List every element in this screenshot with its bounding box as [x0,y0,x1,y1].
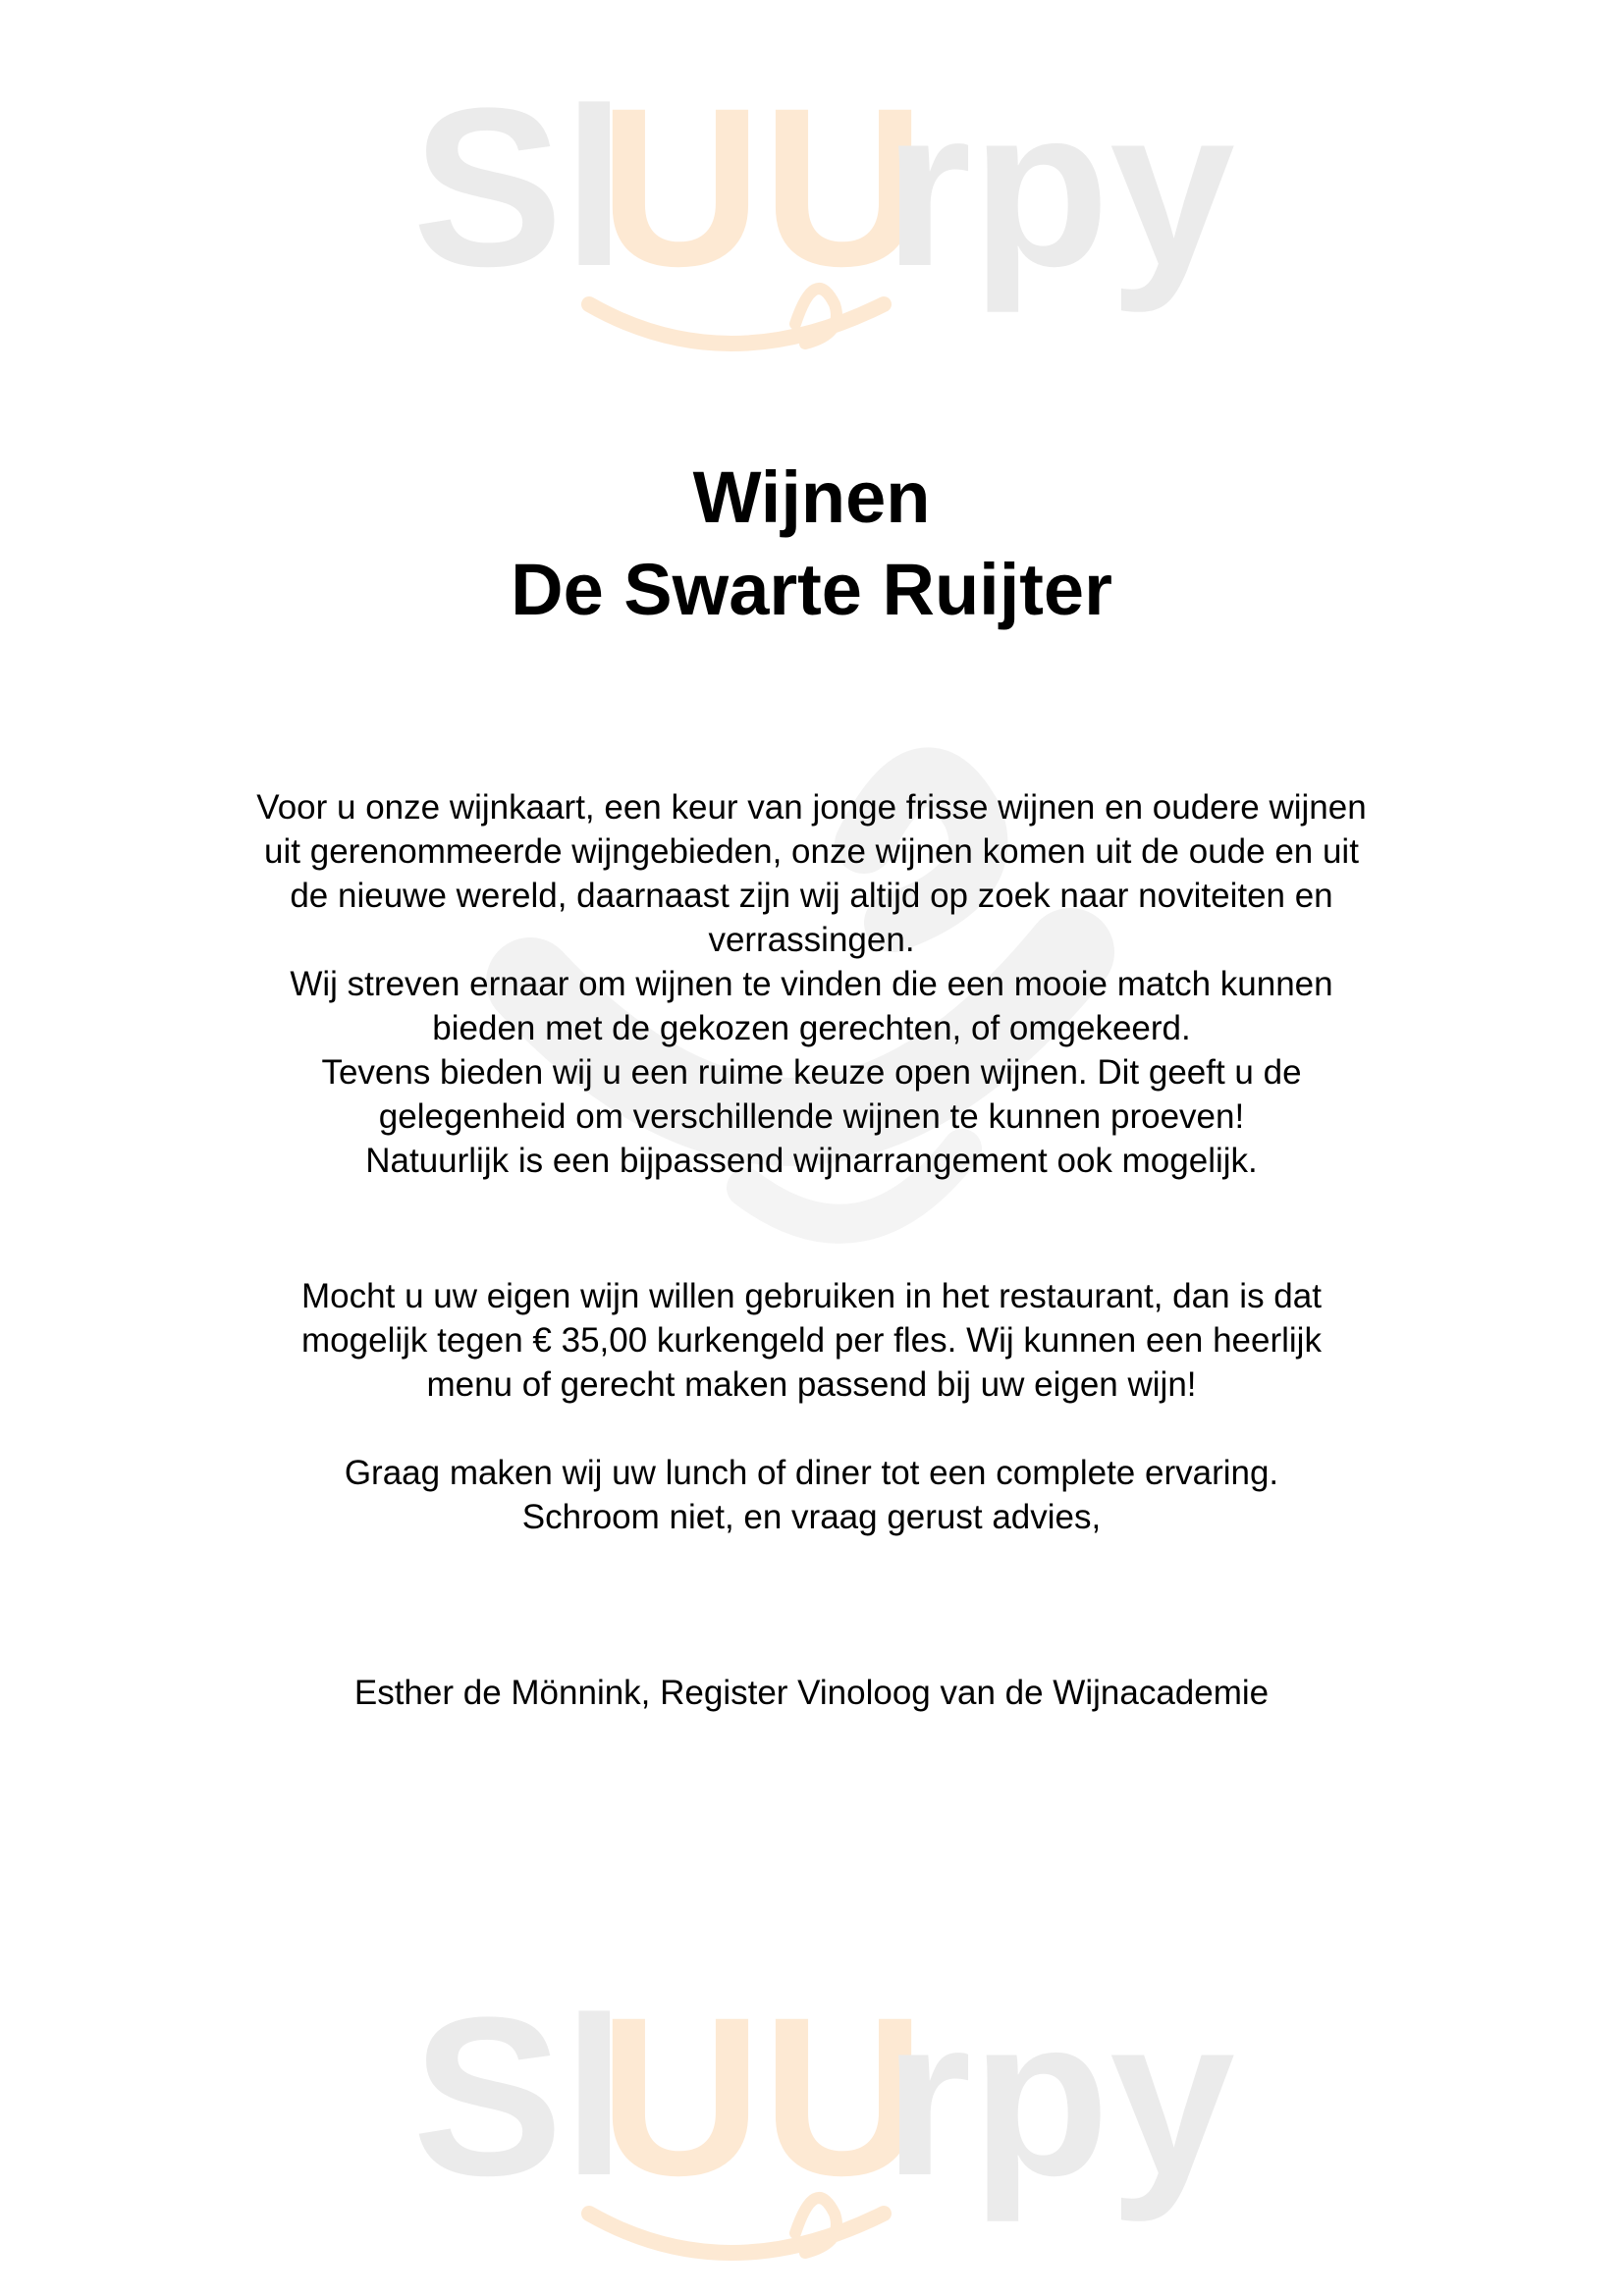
intro-line: verrassingen. [708,921,915,959]
intro-line: bieden met de gekozen gerechten, of omgekeerd. [432,1009,1191,1047]
signature-line: Esther de Mönnink, Register Vinoloog van de Wijnacademie [353,1674,1270,1712]
intro-line: Natuurlijk is een bijpassend wijnarrangement ook mogelijk. [365,1142,1258,1180]
intro-paragraph [147,785,1476,1183]
intro-line: Wij streven ernaar om wijnen te vinden die een mooie match kunnen [290,965,1333,1003]
closing-line: Graag maken wij uw lunch of diner tot een complete ervaring. [344,1454,1279,1492]
corkage-line: menu of gerecht maken passend bij uw eigen wijn! [426,1365,1197,1404]
page-title [0,452,1623,636]
svg-text:rpy: rpy [884,61,1235,313]
intro-line: Voor u onze wijnkaart, een keur van jonge frisse wijnen en oudere wijnen [256,788,1367,827]
sluurpy-watermark-logo-top [0,39,1623,363]
intro-line: de nieuwe wereld, daarnaast zijn wij altijd op zoek naar noviteiten en [290,877,1333,915]
sluurpy-watermark-logo-bottom [0,1978,1623,2292]
svg-text:rpy: rpy [884,1978,1235,2222]
svg-text:Sl: Sl [412,1978,626,2222]
corkage-line: mogelijk tegen € 35,00 kurkengeld per fles. Wij kunnen een heerlijk [301,1321,1322,1360]
title-line-wijnen: Wijnen [692,456,931,538]
intro-line: uit gerenommeerde wijngebieden, onze wijnen komen uit de oude en uit [264,832,1359,871]
svg-text:UU: UU [599,61,926,313]
title-line-restaurant-name: De Swarte Ruijter [511,549,1112,630]
intro-line: gelegenheid om verschillende wijnen te kunnen proeven! [378,1097,1245,1136]
svg-text:UU: UU [599,1978,926,2222]
svg-text:Sl: Sl [412,61,626,313]
signature [147,1671,1476,1715]
closing-line: Schroom niet, en vraag gerust advies, [521,1498,1102,1536]
intro-line: Tevens bieden wij u een ruime keuze open wijnen. Dit geeft u de [321,1053,1302,1092]
closing-paragraph [147,1451,1476,1539]
corkage-paragraph [147,1274,1476,1407]
corkage-line: Mocht u uw eigen wijn willen gebruiken in het restaurant, dan is dat [301,1277,1322,1315]
